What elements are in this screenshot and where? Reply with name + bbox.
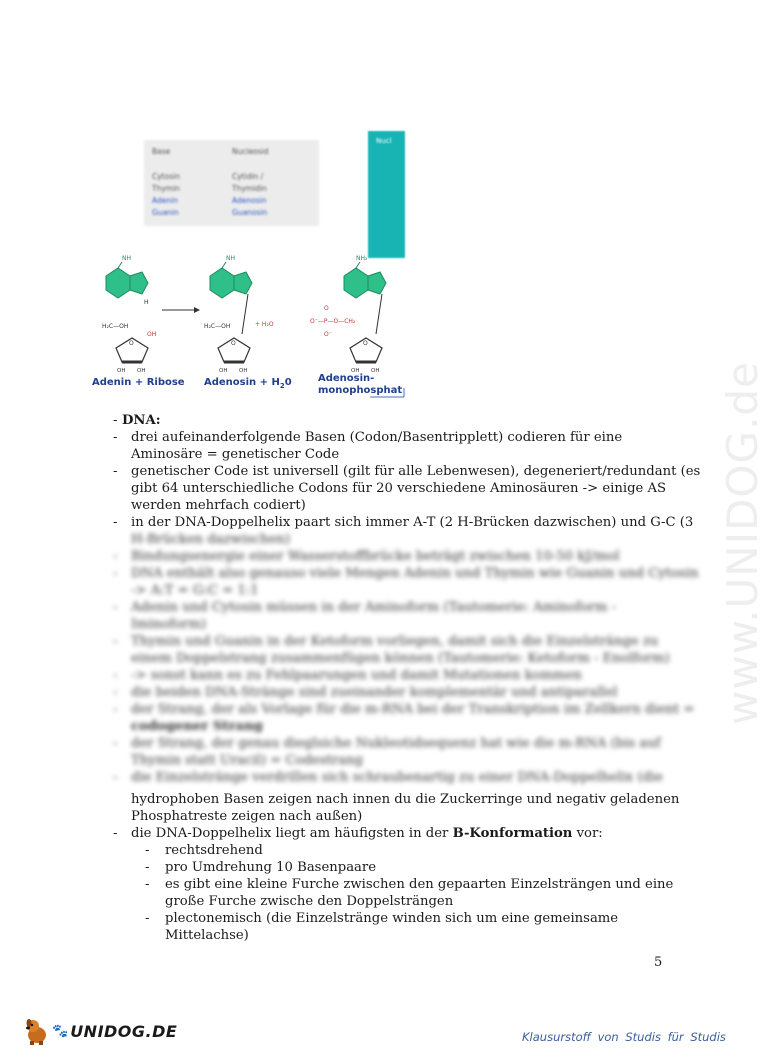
oh-red-label: OH [147, 331, 157, 338]
adenosin-molecule [204, 255, 274, 374]
paw-icon: 🐾 [52, 1023, 69, 1039]
h-label: H [144, 299, 149, 306]
caption-adenosin-text: Adenosin + H [204, 377, 280, 388]
page-number: 5 [654, 955, 663, 970]
blurred-line: Bindungsenergie einer Wasserstoffbrücke beträgt zwischen 10-50 kJ/mol [131, 549, 620, 564]
svg-text:OH: OH [239, 368, 248, 374]
list-dash: - [113, 413, 118, 428]
sub-list-item: plectonemisch (die Einzelstränge winden sich um eine gemeinsame [165, 911, 619, 926]
blurred-line: einem Doppelstrang zusammenfügen können (Tautomerie: Ketoform - Enolform) [131, 651, 670, 666]
sub-list-item: pro Umdrehung 10 Basenpaare [165, 860, 377, 875]
plus-h2o-label: + H₂O [255, 321, 274, 328]
b-konformation-post: vor: [572, 826, 603, 841]
blurred-line: -> sonst kann es zu Fehlpaarungen und damit Mutationen kommen [131, 668, 582, 683]
list-dash: - [113, 826, 118, 841]
blurred-line: codogener Strang [131, 719, 263, 734]
table-cell: Guanosin [232, 208, 268, 217]
teal-box-label: Nucl [376, 137, 392, 145]
svg-text:O: O [324, 305, 329, 312]
table-cell: Cytosin [152, 172, 180, 181]
table-row [152, 208, 312, 217]
list-dash: - [113, 566, 118, 581]
teal-header-box [368, 131, 405, 258]
table-header-cell: Base [152, 147, 171, 156]
svg-text:OH: OH [137, 368, 146, 374]
list-dash: - [113, 600, 118, 615]
sub-list-item: große Furche zwische den Doppelsträngen [165, 894, 454, 909]
b-konformation-pre: die DNA-Doppelhelix liegt am häufigsten in der [131, 826, 453, 841]
svg-text:O⁻: O⁻ [324, 331, 332, 338]
svg-text:NH₂: NH₂ [356, 255, 368, 262]
table-cell: Thymidin [232, 184, 267, 193]
table-header-row [152, 147, 312, 156]
caption-amp-line1: Adenosin- [318, 373, 375, 384]
table-cell: Cytidin / [232, 172, 264, 181]
list-item-line: drei aufeinanderfolgende Basen (Codon/Basentripplett) codieren für eine [131, 430, 623, 445]
list-dash: - [113, 702, 118, 717]
list-dash: - [113, 430, 118, 445]
list-dash: - [113, 770, 118, 785]
caption-adenin-ribose: Adenin + Ribose [92, 377, 185, 388]
adenin-molecule [106, 255, 149, 306]
list-dash: - [113, 685, 118, 700]
list-dash: - [113, 634, 118, 649]
b-konformation-bold: B-Konformation [452, 826, 573, 841]
phosphate-label: O⁻—P—O—CH₂ [310, 318, 356, 325]
sub-list-item: es gibt eine kleine Furche zwischen den gepaarten Einzelsträngen und eine [165, 877, 674, 892]
b-konformation-line [131, 825, 603, 842]
blurred-line: Adenin und Cytosin müssen in der Aminoform (Tautomerie: Aminoform - [131, 600, 617, 615]
h2c-oh-label: H₂C—OH [102, 323, 129, 330]
unidog-logo [22, 1016, 177, 1046]
svg-text:OH: OH [117, 368, 126, 374]
list-dash: - [113, 515, 118, 530]
sub-list-item: Mittelachse) [165, 928, 249, 943]
sub-list-dash: - [145, 911, 150, 926]
blurred-line: die Einzelstränge verdrillen sich schraubenartig zu einer DNA-Doppelhelix (die [131, 770, 663, 785]
caption-adenosin [204, 377, 292, 390]
blurred-line: Thymin statt Uracil) = Codestrang [131, 753, 363, 768]
list-dash: - [113, 464, 118, 479]
blurred-line: Iminoform) [131, 617, 207, 632]
list-item-line: Aminosäre = genetischer Code [131, 447, 340, 462]
blurred-line: die beiden DNA-Stränge sind zueinander komplementär und antiparallel [131, 685, 618, 700]
nh2-label: NH [122, 255, 131, 262]
ribose-molecule [102, 323, 156, 374]
table-cell: Adenosin [232, 196, 267, 205]
blurred-line: DNA enthält also genauso viele Mengen Adenin und Thymin wie Guanin und Cytosin [131, 566, 699, 581]
svg-text:OH: OH [371, 368, 380, 374]
svg-text:H₂C—OH: H₂C—OH [204, 323, 231, 330]
caption-adenosin-tail: 0 [284, 377, 292, 388]
svg-text:OH: OH [219, 368, 228, 374]
sub-list-dash: - [145, 843, 150, 858]
list-item-line: gibt 64 unterschiedliche Codons für 20 verschiedene Aminosäuren -> einige AS [131, 481, 667, 496]
list-item-line: genetischer Code ist universell (gilt für alle Lebenwesen), degeneriert/redundant (es [131, 464, 701, 479]
table-row [152, 196, 312, 205]
list-dash: - [113, 668, 118, 683]
caption-adenosin-sub: 2 [279, 382, 285, 390]
sub-list-item: rechtsdrehend [165, 843, 263, 858]
table-row [152, 184, 312, 193]
sub-list-dash: - [145, 860, 150, 875]
table-row [152, 172, 312, 181]
svg-text:NH: NH [226, 255, 235, 262]
blurred-line: der Strang, der genau dieglsiche Nukleotidsequenz hat wie die m-RNA (bis auf [131, 736, 661, 751]
watermark: www.UNIDOG.de [718, 361, 767, 725]
blurred-line: der Strang, der als Vorlage für die m-RNA bei der Transkription im Zellkern dient = [131, 702, 695, 717]
list-item-line: in der DNA-Doppelhelix paart sich immer A-T (2 H-Brücken dazwischen) und G-C (3 [131, 515, 694, 530]
list-dash: - [113, 549, 118, 564]
table-cell: Guanin [152, 208, 179, 217]
caption-amp-line2: monophosphat [318, 385, 403, 396]
list-item-line: hydrophoben Basen zeigen nach innen du die Zuckerringe und negativ geladenen [131, 792, 680, 807]
svg-text:O: O [129, 340, 134, 347]
svg-text:O: O [363, 340, 368, 347]
nucleoside-table [144, 140, 319, 226]
svg-text:OH: OH [351, 368, 360, 374]
svg-text:O: O [231, 340, 236, 347]
blurred-line: H-Brücken dazwischen) [131, 532, 291, 547]
sub-list-dash: - [145, 877, 150, 892]
list-dash: - [113, 736, 118, 751]
logo-text: UNIDOG.DE [70, 1021, 178, 1041]
blurred-line: Thymin und Guanin in der Ketoform vorliegen, damit sich die Einzelstränge zu [131, 634, 659, 649]
list-item-line: Phosphatreste zeigen nach außen) [131, 809, 363, 824]
table-cell: Adenin [152, 196, 178, 205]
section-heading-dna: DNA: [122, 413, 161, 428]
table-header-cell: Nucleosid [232, 147, 269, 156]
footer-tagline: Klausurstoff von Studis für Studis [522, 1030, 726, 1044]
table-cell: Thymin [152, 184, 180, 193]
list-item-line: werden mehrfach codiert) [131, 498, 306, 513]
blurred-line: -> A:T = G:C = 1:1 [131, 583, 259, 598]
dog-icon [22, 1016, 52, 1046]
